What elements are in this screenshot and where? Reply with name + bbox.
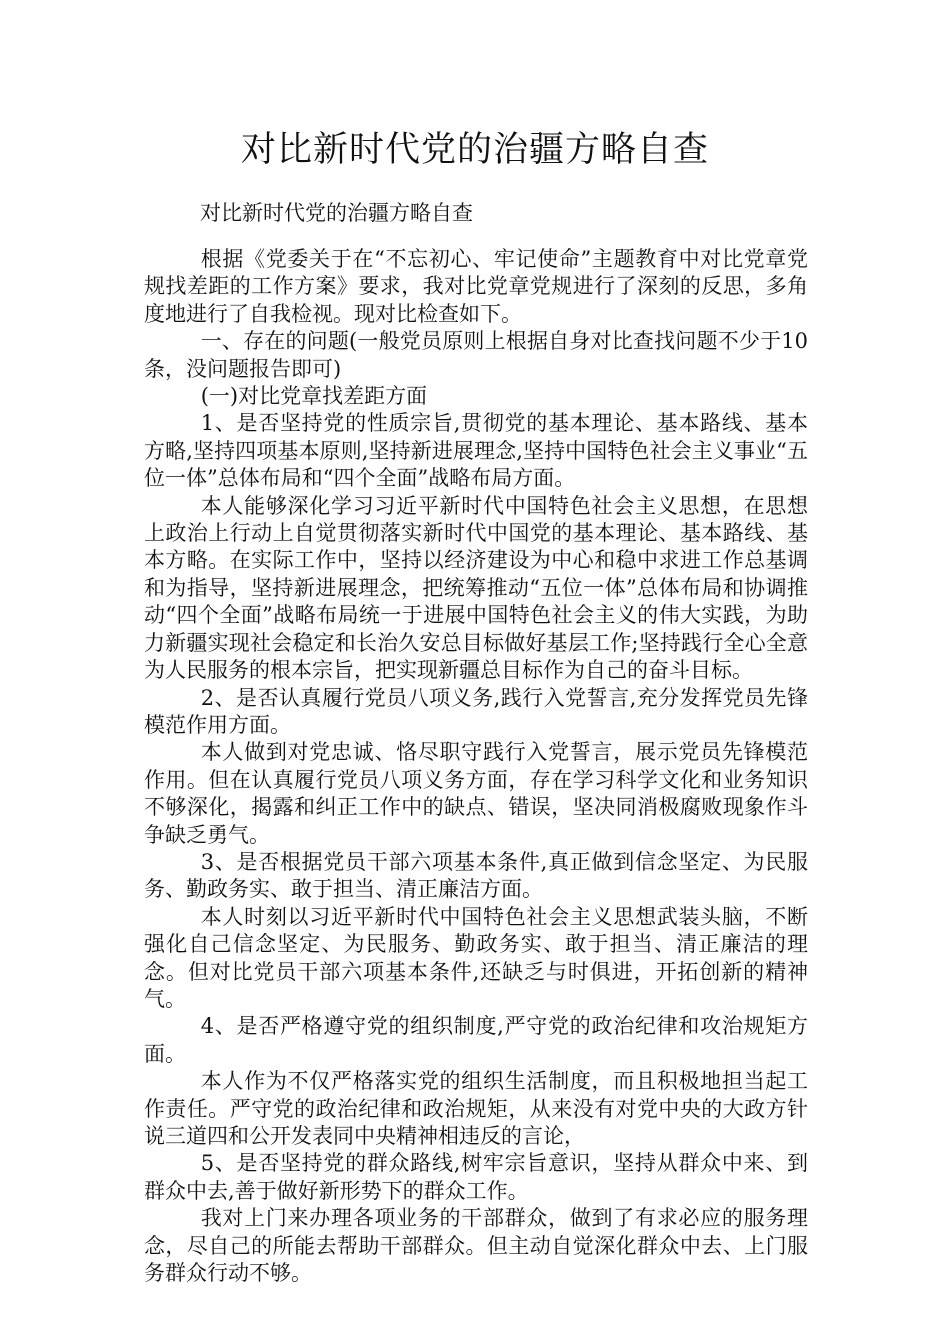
question-3: 3、是否根据党员干部六项基本条件,真正做到信念坚定、为民服务、勤政务实、敢于担当、清正廉洁方面。 [144,849,808,902]
answer-5: 我对上门来办理各项业务的干部群众，做到了有求必应的服务理念，尽自己的所能去帮助干部群众。但主动自觉深化群众中去、上门服务群众行动不够。 [144,1206,808,1286]
question-5: 5、是否坚持党的群众路线,树牢宗旨意识，坚持从群众中来、到群众中去,善于做好新形势下的群众工作。 [144,1151,808,1203]
document-title: 对比新时代党的治疆方略自查 [240,130,709,170]
answer-4: 本人作为不仅严格落实党的组织生活制度，而且积极地担当起工作责任。严守党的政治纪律和政治规矩，从来没有对党中央的大政方针说三道四和公开发表同中央精神相违反的言论， [144,1069,808,1148]
question-4: 4、是否严格遵守党的组织制度,严守党的政治纪律和攻治规矩方面。 [144,1014,808,1066]
document-body [144,246,808,1287]
document-subtitle: 对比新时代党的治疆方略自查 [200,201,473,225]
section-heading-problems: 一、存在的问题(一般党员原则上根据自身对比查找问题不少于10条，没问题报告即可) [144,329,808,381]
paragraph-intro: 根据《党委关于在“不忘初心、牢记使命”主题教育中对比党章党规找差距的工作方案》要求，我对比党章党规进行了深刻的反思，多角度地进行了自我检视。现对比检查如下。 [144,247,808,326]
answer-2: 本人做到对党忠诚、恪尽职守践行入党誓言，展示党员先锋模范作用。但在认真履行党员八项义务方面，存在学习科学文化和业务知识不够深化，揭露和纠正工作中的缺点、错误，坚决同消极腐败现象作斗争缺乏勇气。 [144,740,808,847]
answer-1: 本人能够深化学习习近平新时代中国特色社会主义思想，在思想上政治上行动上自觉贯彻落实新时代中国党的基本理论、基本路线、基本方略。在实际工作中，坚持以经济建设为中心和稳中求进工作总基调和为指导，坚持新进展理念，把统筹推动“五位一体”总体布局和协调推动“四个全面”战略布局统一于进展中国特色社会主义的伟大实践，为助力新疆实现社会稳定和长治久安总目标做好基层工作;坚持践行全心全意为人民服务的根本宗旨，把实现新疆总目标作为自己的奋斗目标。 [144,493,808,683]
subsection-heading-party-constitution: (一)对比党章找差距方面 [200,384,428,409]
answer-3: 本人时刻以习近平新时代中国特色社会主义思想武装头脑，不断强化自己信念坚定、为民服务、勤政务实、敢于担当、清正廉洁的理念。但对比党员干部六项基本条件,还缺乏与时俱进，开拓创新的精神气。 [144,904,808,1011]
question-1: 1、是否坚持党的性质宗旨,贯彻党的基本理论、基本路线、基本方略,坚持四项基本原则,坚持新进展理念,坚持中国特色社会主义事业“五位一体”总体布局和“四个全面”战略布局方面。 [144,411,808,491]
question-2: 2、是否认真履行党员八项义务,践行入党誓言,充分发挥党员先锋模范作用方面。 [144,685,808,737]
